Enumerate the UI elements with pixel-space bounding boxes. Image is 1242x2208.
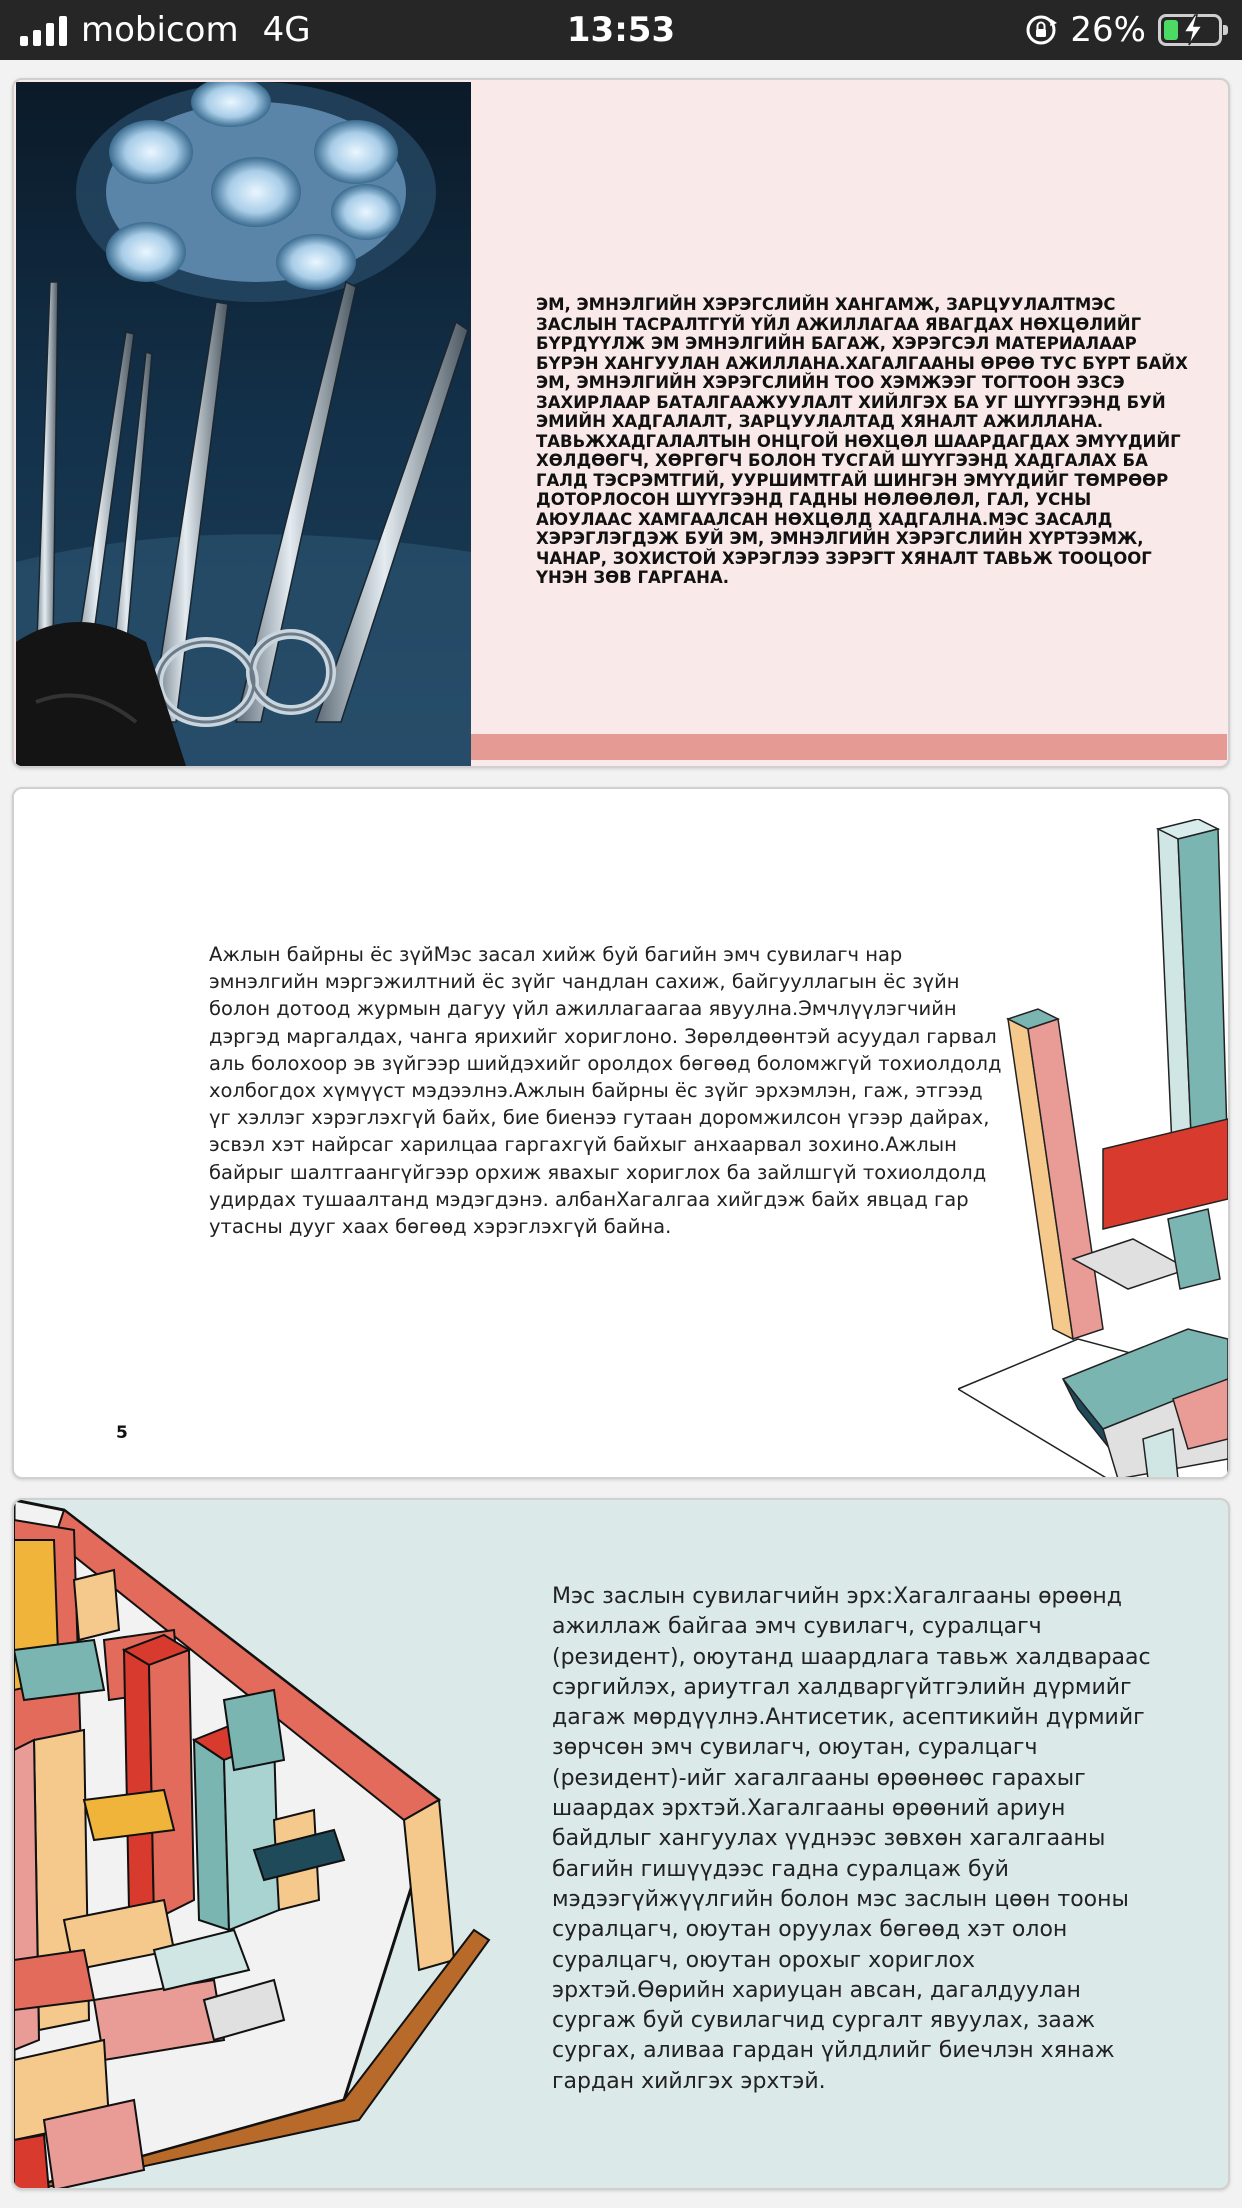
orientation-lock-icon — [1024, 13, 1058, 47]
surgical-instruments-photo — [16, 82, 471, 766]
clock: 13:53 — [566, 10, 676, 50]
battery-icon — [1158, 14, 1222, 46]
isometric-blocks-illustration — [958, 819, 1228, 1479]
page-2[interactable] — [12, 787, 1230, 1479]
network-label: 4G — [262, 10, 311, 50]
page-2-text: Ажлын байрны ёс зүйМэс засал хийж буй багийн эмч сувилагч нар эмнэлгийн мэргэжилтний ёс зүйг чандлан сахиж, байгууллагын ёс зүйн болон дотоод журмын дагуу үйл ажиллагаагаа явуулна.Эмчлүүлэгчийн дэргэд маргалдах, чанга ярихийг хориглоно. Зөрөлдөөнтэй асуудал гарвал аль болохоор эв зүйгээр шийдэхийг оролдох бөгөөд боломжгүй тохиолдолд холбогдох хүмүүст мэдээлнэ.Ажлын байрны ёс зүйг эрхэмлэн, гаж, этгээд үг хэллэг хэрэглэхгүй байх, бие биенээ гутаан доромжилсон үгээр дайрах, эсвэл хэт найрсаг харилцаа гаргахгүй байхыг анхаарвал зохино.Ажлын байрыг шалтгаангүйгээр орхиж явахыг хориглох ба зайлшгүй тохиолдолд удирдах тушаалтанд мэдэгдэнэ. албанХагалгаа хийгдэж байх явцад гар утасны дууг хаах бөгөөд хэрэглэхгүй байна. — [209, 943, 1002, 1239]
page-3-text: Мэс заслын сувилагчийн эрх:Хагалгааны өрөөнд ажиллаж байгаа эмч сувилагч, суралцагч (резидент), оюутанд шаардлага тавьж халдвараас сэргийлэх, ариутгал халдваргүйтгэлийн дүрмийг дагаж мөрдүүлнэ.Антисетик, асептикийн дүрмийг зөрчсөн эмч сувилагч, оюутан, суралцагч (резидент)-ийг хагалгааны өрөөнөөс гарахыг шаардах эрхтэй.Хагалгааны өрөөний ариун байдлыг хангуулах үүднээс зөвхөн хагалгааны багийн гишүүдээс гадна суралцаж буй мэдээгүйжүүлгийн болон мэс заслын цөөн тооны суралцагч, оюутан оруулах бөгөөд хэт олон суралцагч, оюутан орохыг хориглох эрхтэй.Өөрийн хариуцан авсан, дагалдуулан сургаж буй сувилагчид сургалт явуулах, зааж сургах, аливаа гардан үйлдлийг биечлэн хянаж гардан хийлгэх эрхтэй. — [552, 1584, 1151, 2094]
battery-percent: 26% — [1070, 10, 1146, 50]
page-1-text: ЭМ, ЭМНЭЛГИЙН ХЭРЭГСЛИЙН ХАНГАМЖ, ЗАРЦУУЛАЛТМЭС ЗАСЛЫН ТАСРАЛТГҮЙ ҮЙЛ АЖИЛЛАГАА ЯВАГДАХ НӨХЦӨЛИЙГ БҮРДҮҮЛЖ ЭМ ЭМНЭЛГИЙН БАГАЖ, ХЭРЭГСЭЛ МАТЕРИАЛААР БҮРЭН ХАНГУУЛАН АЖИЛЛАНА.ХАГАЛГААНЫ ӨРӨӨ ТУС БҮРТ БАЙХ ЭМ, ЭМНЭЛГИЙН ХЭРЭГСЛИЙН ТОО ХЭМЖЭЭГ ТОГТООН ЭЗСЭ ЗАХИРЛААР БАТАЛГААЖУУЛАЛТ ХИЙЛГЭХ БА УГ ШҮҮГЭЭНД БУЙ ЭМИЙН ХАДГАЛАЛТ, ЗАРЦУУЛАЛТАД ХЯНАЛТ АЖИЛЛАНА. ТАВЬЖХАДГАЛАЛТЫН ОНЦГОЙ НӨХЦӨЛ ШААРДАГДАХ ЭМҮҮДИЙГ ХӨЛДӨӨГЧ, ХӨРГӨГЧ БОЛОН ТУСГАЙ ШҮҮГЭЭНД ХАДГАЛАХ БА ГАЛД ТЭСРЭМТГИЙ, УУРШИМТГАЙ ШИНГЭН ЭМҮҮДИЙГ ТӨМРӨӨР ДОТОРЛОСОН ШҮҮГЭЭНД ГАДНЫ НӨЛӨӨЛӨЛ, ГАЛ, УСНЫ АЮУЛААС ХАМГААЛСАН НӨХЦӨЛД ХАДГАЛНА.МЭС ЗАСАЛД ХЭРЭГЛЭГДЭЖ БУЙ ЭМ, ЭМНЭЛГИЙН ХЭРЭГСЛИЙН ХҮРТЭЭМЖ, ЧАНАР, ЗОХИСТОЙ ХЭРЭГЛЭЭ ЗЭРЭГТ ХЯНАЛТ ТАВЬЖ ТООЦООГ ҮНЭН ЗӨВ ГАРГАНА. — [536, 295, 1188, 587]
page-number: 5 — [116, 1423, 128, 1443]
carrier-label: mobicom — [81, 10, 239, 50]
page-3[interactable] — [12, 1498, 1230, 2190]
page-1-accent-bar — [471, 734, 1227, 760]
isometric-room-illustration — [14, 1500, 494, 2190]
battery-fill — [1164, 20, 1178, 40]
charging-bolt-icon — [1181, 14, 1205, 46]
page-1[interactable] — [12, 78, 1230, 768]
status-bar — [0, 0, 1242, 60]
